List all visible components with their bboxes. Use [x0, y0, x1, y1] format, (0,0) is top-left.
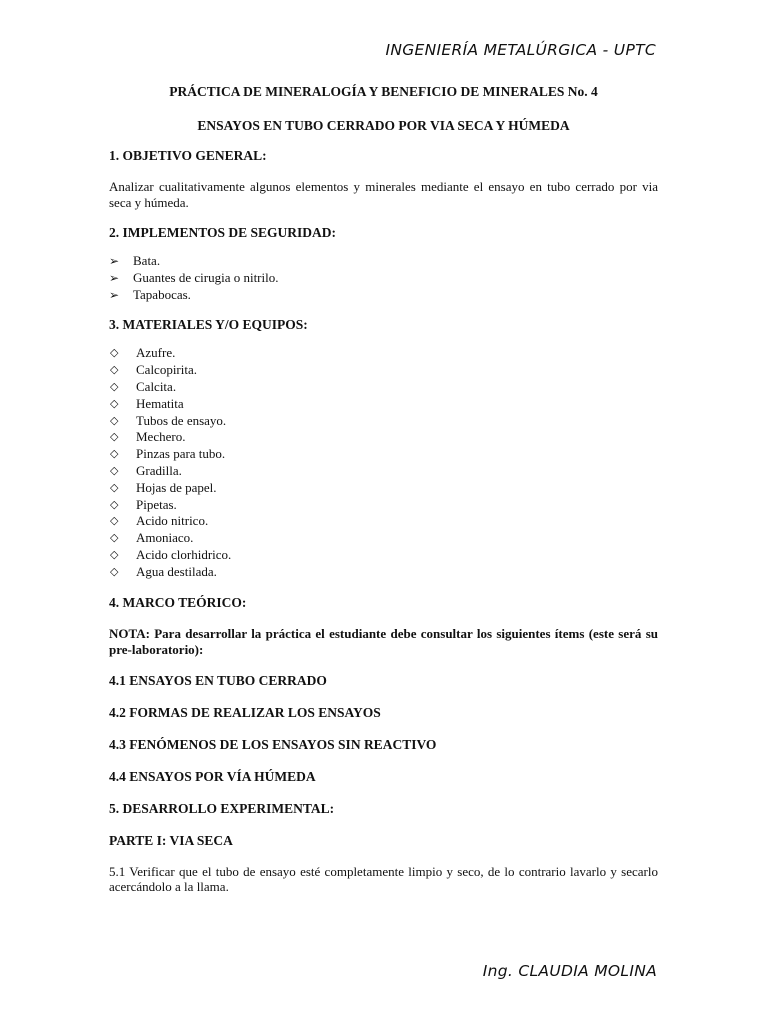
implementos-list	[109, 253, 658, 303]
diamond-bullet-icon: ◇	[110, 547, 119, 561]
diamond-bullet-icon: ◇	[110, 363, 119, 377]
materiales-list	[109, 345, 658, 580]
list-item: ◇ Gradilla.	[110, 462, 182, 478]
page-header: INGENIERÍA METALÚRGICA - UPTC	[385, 41, 656, 59]
document-subtitle: ENSAYOS EN TUBO CERRADO POR VIA SECA Y HÚMEDA	[197, 118, 570, 133]
diamond-bullet-icon: ◇	[110, 564, 119, 578]
objetivo-text: Analizar cualitativamente algunos elementos y minerales mediante el ensayo en tubo cerrado por via seca y húmeda.	[109, 179, 658, 210]
document-title: PRÁCTICA DE MINERALOGÍA Y BENEFICIO DE MINERALES No. 4	[169, 84, 598, 99]
diamond-bullet-icon: ◇	[110, 346, 119, 360]
section-heading-marco: 4. MARCO TEÓRICO:	[109, 594, 247, 610]
nota-text: NOTA: Para desarrollar la práctica el estudiante debe consultar los siguientes ítems (este será su pre-laboratorio):	[109, 625, 658, 657]
list-item: ◇ Hojas de papel.	[110, 479, 217, 495]
section-heading-desarrollo: 5. DESARROLLO EXPERIMENTAL:	[109, 800, 335, 816]
subsection-heading-4-4: 4.4 ENSAYOS POR VÍA HÚMEDA	[109, 768, 316, 784]
subsection-heading-4-1: 4.1 ENSAYOS EN TUBO CERRADO	[109, 672, 327, 688]
list-item: ◇ Calcopirita.	[110, 362, 198, 378]
arrow-bullet-icon: ➢	[109, 254, 120, 268]
diamond-bullet-icon: ◇	[110, 396, 119, 410]
diamond-bullet-icon: ◇	[110, 447, 119, 461]
diamond-bullet-icon: ◇	[110, 463, 119, 477]
list-item: ◇ Azufre.	[110, 345, 176, 361]
arrow-bullet-icon: ➢	[109, 287, 120, 302]
list-item: ◇ Amoniaco.	[110, 530, 194, 546]
section-heading-objetivo: 1. OBJETIVO GENERAL:	[109, 148, 267, 163]
document-body	[109, 84, 658, 895]
arrow-bullet-icon: ➢	[109, 270, 120, 285]
diamond-bullet-icon: ◇	[110, 497, 119, 511]
subsection-heading-4-3: 4.3 FENÓMENOS DE LOS ENSAYOS SIN REACTIVO	[109, 736, 437, 752]
list-item: ◇ Tubos de ensayo.	[110, 412, 227, 428]
diamond-bullet-icon: ◇	[110, 480, 119, 494]
list-item: ➢ Tapabocas.	[109, 286, 191, 302]
list-item: ➢ Guantes de cirugia o nitrilo.	[109, 269, 279, 285]
part-heading: PARTE I: VIA SECA	[109, 832, 233, 848]
list-item: ◇ Mechero.	[110, 429, 186, 445]
page-footer: Ing. CLAUDIA MOLINA	[482, 962, 657, 980]
subsection-heading-4-2: 4.2 FORMAS DE REALIZAR LOS ENSAYOS	[109, 704, 381, 720]
list-item: ◇ Acido clorhidrico.	[110, 546, 232, 562]
diamond-bullet-icon: ◇	[110, 430, 119, 444]
list-item: ➢ Bata.	[109, 253, 161, 268]
list-item: ◇ Hematita	[110, 395, 184, 411]
diamond-bullet-icon: ◇	[110, 514, 119, 528]
list-item: ◇ Calcita.	[110, 378, 177, 394]
list-item: ◇ Pinzas para tubo.	[110, 446, 226, 462]
diamond-bullet-icon: ◇	[110, 379, 119, 393]
section-heading-implementos: 2. IMPLEMENTOS DE SEGURIDAD:	[109, 225, 337, 240]
list-item: ◇ Agua destilada.	[110, 563, 217, 579]
diamond-bullet-icon: ◇	[110, 413, 119, 427]
diamond-bullet-icon: ◇	[110, 531, 119, 545]
list-item: ◇ Acido nitrico.	[110, 513, 209, 529]
list-item: ◇ Pipetas.	[110, 496, 177, 512]
step-5-1-text: 5.1 Verificar que el tubo de ensayo esté completamente limpio y seco, de lo contrario lavarlo y secarlo acercándolo a la llama.	[109, 863, 658, 895]
section-heading-materiales: 3. MATERIALES Y/O EQUIPOS:	[109, 317, 308, 333]
